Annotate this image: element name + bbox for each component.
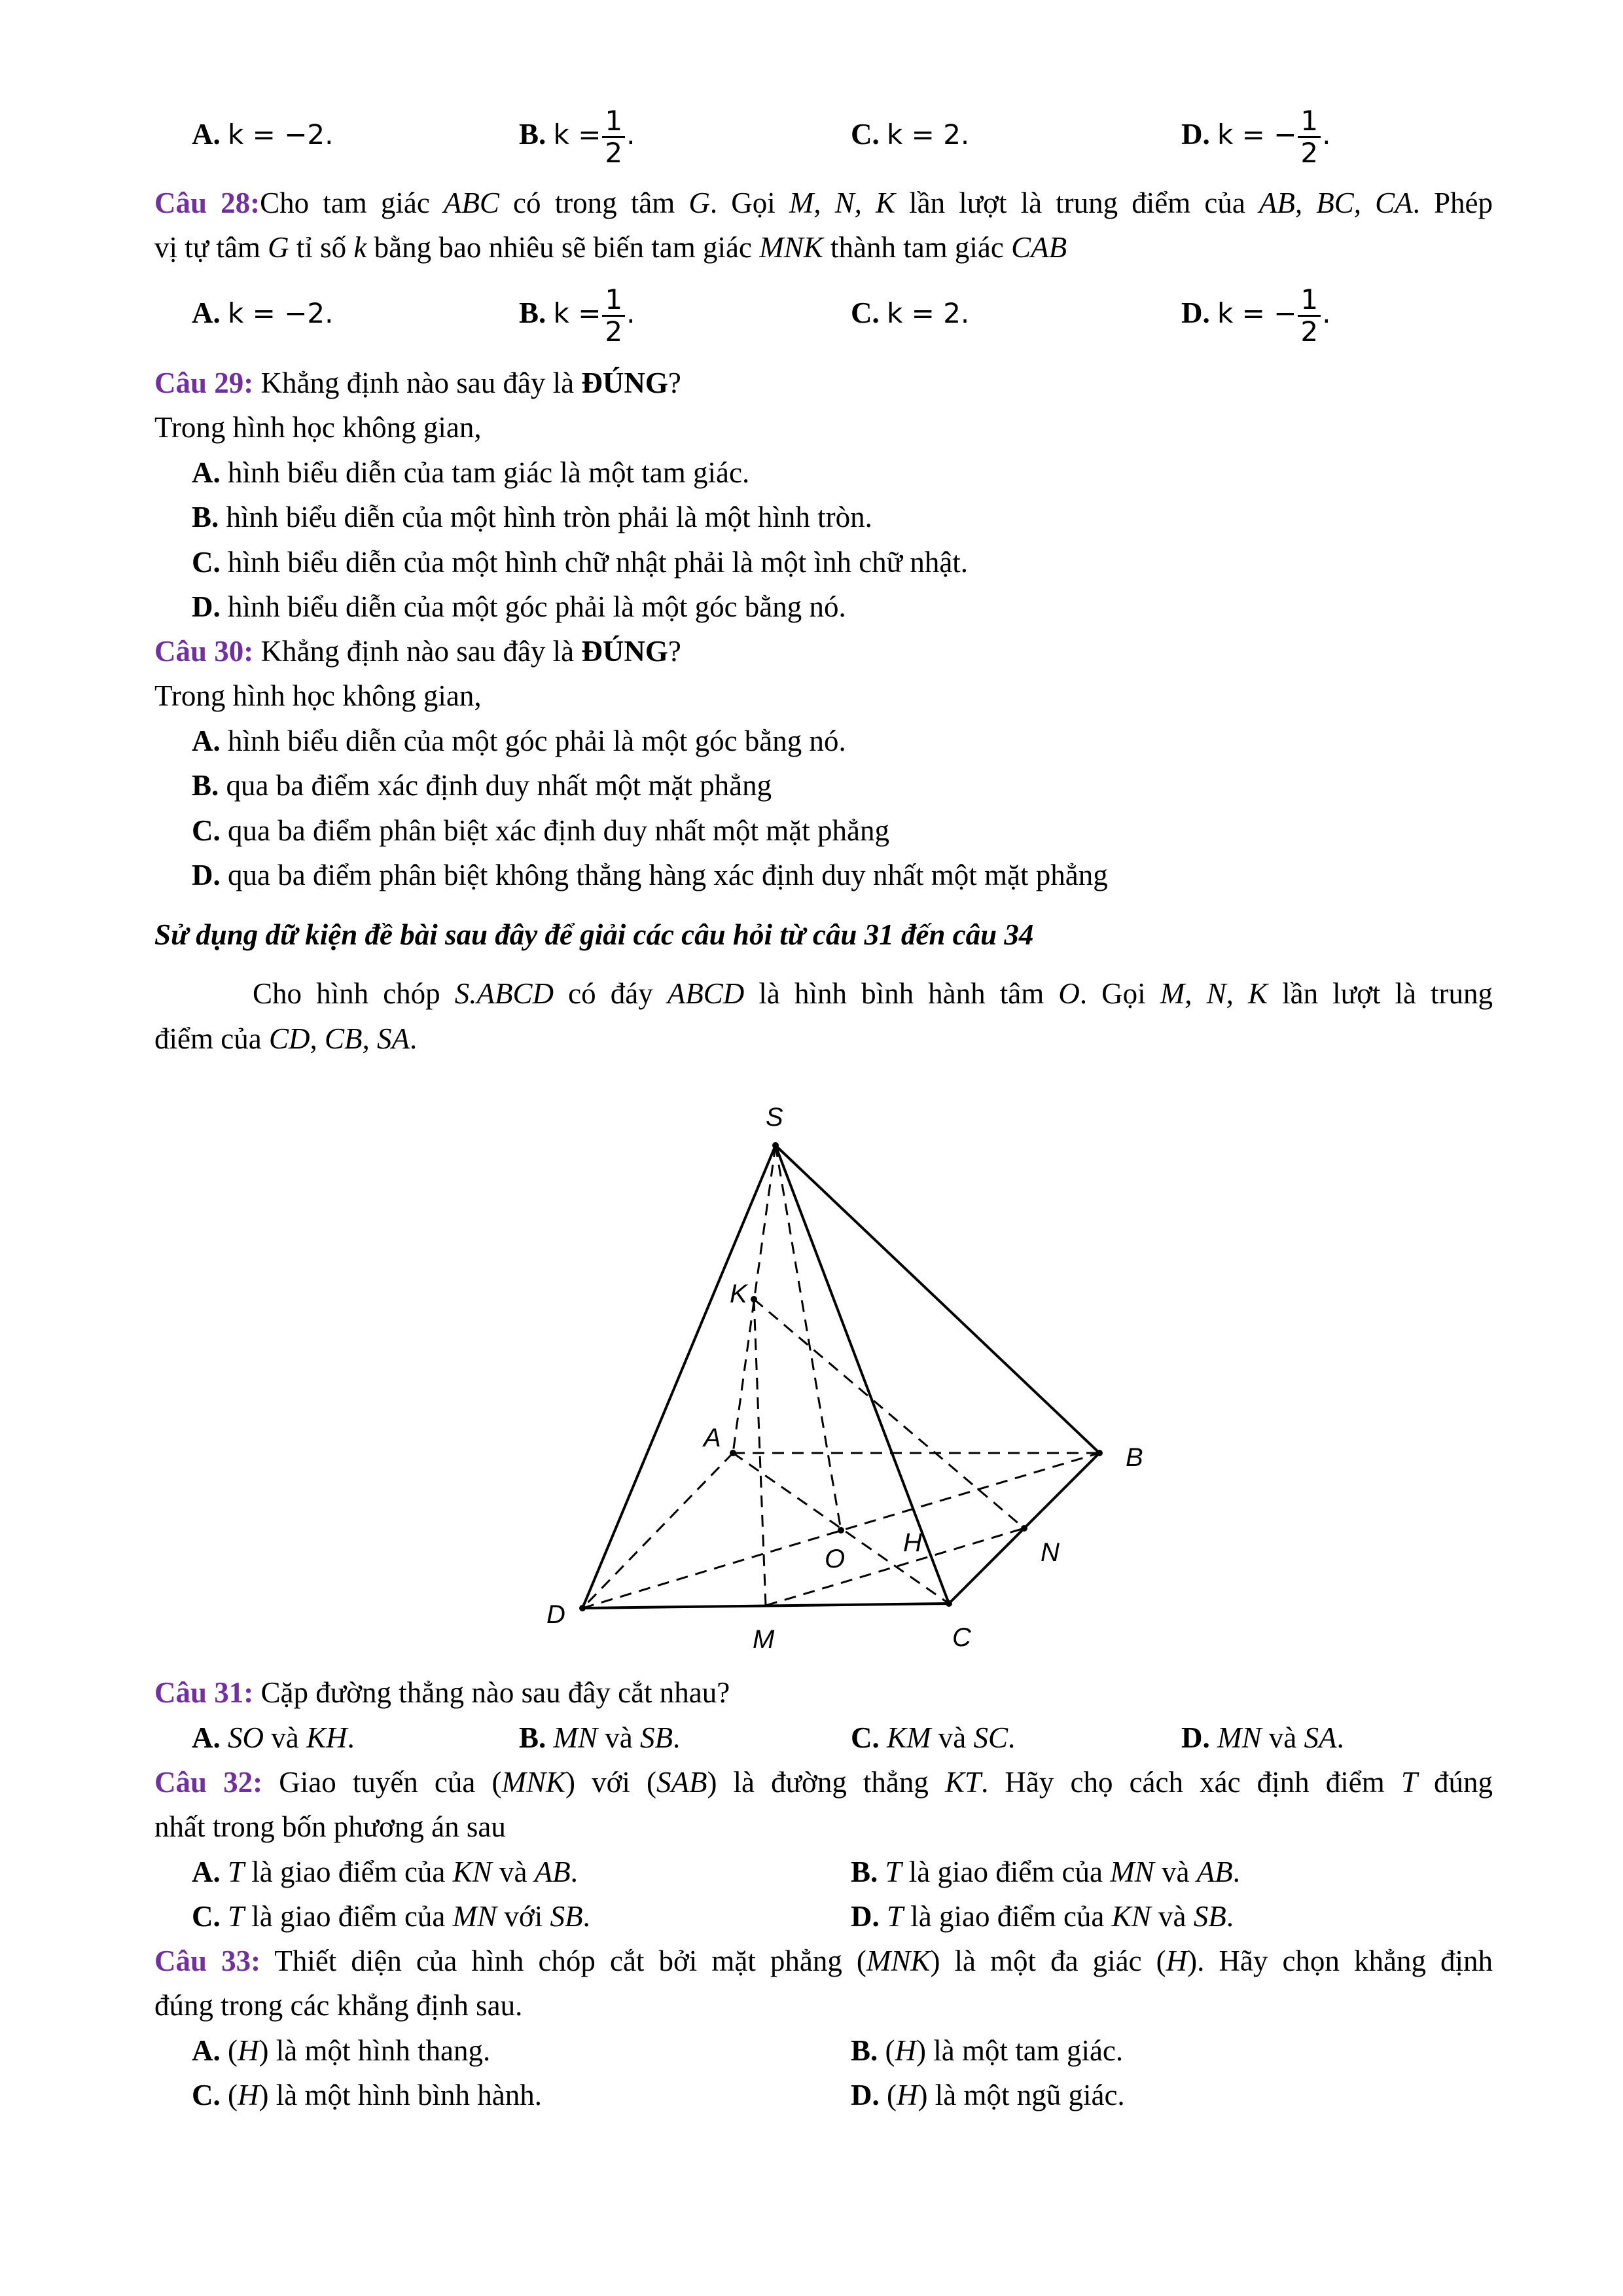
fraction: $\frac{1}{2}$ [602,285,625,347]
q28-stem-line1: Câu 28:Cho tam giác ABC có trong tâm G. Gọi M, N, K lần lượt là trung điểm của AB, BC, CA. Phép [154,187,1493,219]
pyramid-figure [537,1080,1165,1656]
label-m: M [753,1625,775,1654]
label-h: H [903,1528,922,1557]
point-k [751,1296,757,1302]
q33-option-b[interactable]: B. (H) là một tam giác. [851,2034,1124,2067]
q27-option-c[interactable]: C. k = 2. [851,118,970,151]
q29-option-c[interactable]: C. hình biểu diễn của một hình chữ nhật phải là một ình chữ nhật. [192,546,969,579]
q28-stem-line2: vị tự tâm G tỉ số k bằng bao nhiêu sẽ biến tam giác MNK thành tam giác CAB [154,231,1067,264]
q30-option-c[interactable]: C. qua ba điểm phân biệt xác định duy nhất một mặt phẳng [192,814,890,847]
q29-intro: Trong hình học không gian, [154,411,482,444]
q29-option-a[interactable]: A. hình biểu diễn của tam giác là một tam giác. [192,456,750,489]
fraction: $\frac{1}{2}$ [1298,285,1321,347]
point-a [730,1450,736,1456]
q29-option-b[interactable]: B. hình biểu diễn của một hình tròn phải là một hình tròn. [192,501,872,533]
label-c: C [952,1623,971,1652]
q33-stem-line1: Câu 33: Thiết diện của hình chóp cắt bởi mặt phẳng (MNK) là một đa giác (H). Hãy chọn khẳng định [154,1945,1493,1977]
q31-option-c[interactable]: C. KM và SC. [851,1721,1016,1754]
q32-stem-line1: Câu 32: Giao tuyến của (MNK) với (SAB) là đường thẳng KT. Hãy chọ cách xác định điểm T đúng [154,1766,1493,1799]
fraction: $\frac{1}{2}$ [602,106,625,168]
q28-option-c[interactable]: C. k = 2. [851,296,970,329]
segment-kn [754,1299,1024,1528]
q27-option-b[interactable]: B. k = $\frac{1}{2}$ . [519,105,635,170]
q31-option-b[interactable]: B. MN và SB. [519,1721,681,1754]
segment-so [776,1145,841,1530]
q30-stem: Câu 30: Khẳng định nào sau đây là ĐÚNG? [154,635,681,668]
point-d [579,1605,586,1611]
point-c [946,1600,952,1607]
q30-intro: Trong hình học không gian, [154,679,482,712]
q32-stem-line2: nhất trong bốn phương án sau [154,1810,506,1843]
q28-option-a[interactable]: A. k = −2. [192,296,334,329]
q30-option-a[interactable]: A. hình biểu diễn của một góc phải là một góc bằng nó. [192,725,846,757]
section-paragraph-line1: Cho hình chóp S.ABCD có đáy ABCD là hình bình hành tâm O. Gọi M, N, K lần lượt là trung [253,977,1493,1010]
label-b: B [1126,1443,1143,1472]
edge-sc [776,1145,949,1604]
point-o [838,1527,844,1534]
q33-option-d[interactable]: D. (H) là một ngũ giác. [851,2079,1125,2111]
q28-option-d[interactable]: D. k = − $\frac{1}{2}$ . [1181,283,1331,348]
edge-sd [582,1145,776,1608]
label-s: S [766,1103,783,1132]
q33-option-a[interactable]: A. (H) là một hình thang. [192,2034,491,2067]
q32-option-a[interactable]: A. T là giao điểm của KN và AB. [192,1856,578,1888]
q32-option-b[interactable]: B. T là giao điểm của MN và AB. [851,1856,1240,1888]
fraction: $\frac{1}{2}$ [1298,106,1321,168]
point-n [1021,1525,1027,1532]
label-k: K [730,1280,747,1308]
q32-option-c[interactable]: C. T là giao điểm của MN với SB. [192,1900,590,1933]
q29-option-d[interactable]: D. hình biểu diễn của một góc phải là một góc bằng nó. [192,590,846,623]
q33-stem-line2: đúng trong các khẳng định sau. [154,1989,523,2022]
q30-option-d[interactable]: D. qua ba điểm phân biệt không thẳng hàng xác định duy nhất một mặt phẳng [192,859,1108,891]
point-b [1096,1450,1103,1456]
edge-sb [776,1145,1099,1453]
label-o: O [825,1545,846,1573]
q31-option-d[interactable]: D. MN và SA. [1181,1721,1344,1754]
point-s [772,1142,779,1149]
q27-option-d[interactable]: D. k = − $\frac{1}{2}$ . [1181,105,1331,170]
section-paragraph-line2: điểm của CD, CB, SA. [154,1022,418,1055]
q32-option-d[interactable]: D. T là giao điểm của KN và SB. [851,1900,1234,1933]
q30-option-b[interactable]: B. qua ba điểm xác định duy nhất một mặt phẳng [192,769,772,802]
section-heading: Sử dụng dữ kiện đề bài sau đây để giải các câu hỏi từ câu 31 đến câu 34 [154,918,1034,951]
q29-stem: Câu 29: Khẳng định nào sau đây là ĐÚNG? [154,367,681,399]
q27-option-a[interactable]: A. k = −2. [192,118,334,151]
label-d: D [546,1600,565,1629]
label-n: N [1041,1538,1060,1567]
q28-option-b[interactable]: B. k = $\frac{1}{2}$ . [519,283,635,348]
q33-option-c[interactable]: C. (H) là một hình bình hành. [192,2079,542,2111]
q31-stem: Câu 31: Cặp đường thẳng nào sau đây cắt nhau? [154,1676,730,1709]
q31-option-a[interactable]: A. SO và KH. [192,1721,355,1754]
label-a: A [704,1424,721,1452]
